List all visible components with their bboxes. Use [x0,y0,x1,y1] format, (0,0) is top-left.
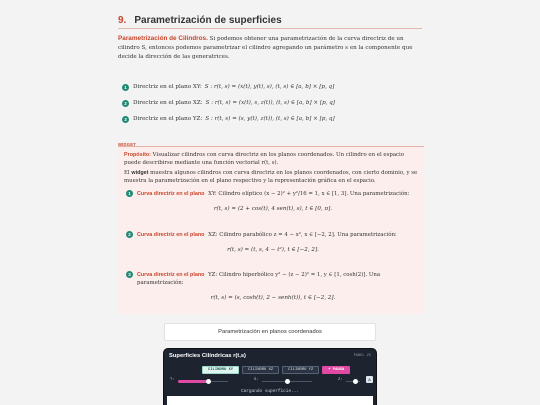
intro-text: Si podemos obtener una parametrización de la curva directriz de un cilindro S, entonces podemos parametrizar el cilindro agregando un parámetro s en la componente que decide la dirección de las generatrices. [118,36,413,60]
purpose-label: Propósito: [124,152,151,158]
item-expression: S : r(t, s) = (s, y(t), z(t)), (t, s) ∈ [a, b] × [p, q] [205,116,335,122]
desc-post: muestra algunos cilindros con curva directriz en los planos coordenados, con cierto dominio, y se muestra la parametrización en el plano respectivo y la representación gráfica en el espacio. [124,170,418,184]
item-label: Directriz en el plano XZ: [133,100,203,106]
cylinder-xy-button[interactable]: CILINDRO XY [202,366,239,374]
intro-lead: Parametrización de Cilindros. [118,35,208,42]
case-yz [126,271,420,301]
item-badge: 3 [122,116,129,123]
loading-status: Cargando superficie... [241,389,299,394]
panel-title: Superficies Cilíndricas r(t,s) [169,353,246,359]
widget-title-bar: Parametrización en planos coordenados [164,323,376,341]
list-item [122,98,422,108]
slider-row [170,378,372,385]
case-badge: 3 [126,271,133,278]
purpose-text: Visualizar cilindros con curva directriz en los planos coordenados. Un cilindro en el espacio puede describirse mediante una función vectorial r(t, s). [124,152,405,166]
slider-s-label: S: [254,378,259,382]
section-divider [118,28,422,29]
case-text: XY: Cilindro elíptico (x − 2)² + y²/16 = 1, x ∈ [1, 3]. Una parametrización: [206,191,410,197]
surface-canvas[interactable] [167,396,373,405]
case-xy [126,190,420,212]
pause-button[interactable]: + PAUSA [322,366,350,374]
item-badge: 2 [122,100,129,107]
panel-button-row [202,366,350,374]
widget-description [124,169,420,185]
slider-t-fill [178,380,208,383]
list-item [122,114,422,124]
item-label: Directriz en el plano YZ: [133,116,203,122]
case-formula: r(t, s) = (2 + cos(t), 4 sen(t), s), t ∈ [0, π]. [213,206,333,212]
intro-paragraph [118,34,426,62]
slider-t-handle[interactable] [206,379,211,384]
case-text: XZ: Cilindro parabólico z = 4 − x², x ∈ [−2, 2]. Una parametrización: [206,232,397,238]
case-formula: r(t, s) = (s, cosh(t), 2 − senh(t)), t ∈ [−2, 2]. [210,295,336,301]
slider-t-label: T: [170,378,175,382]
widget-panel [163,348,377,405]
widget-purpose [124,151,420,167]
section-header [118,12,418,28]
cylinder-xz-button[interactable]: CILINDRO XZ [242,366,279,374]
panel-toggle-box[interactable]: A [366,376,373,383]
case-xz [126,231,420,253]
item-badge: 1 [122,84,129,91]
item-expression: S : r(t, s) = (x(t), y(t), s), (t, s) ∈ [a, b] × [p, q] [204,84,335,90]
case-badge: 2 [126,231,133,238]
case-text: YZ: Cilindro hiperbólico y² − (z − 2)² = 1, y ∈ [1, cosh(2)]. Una parametrización: [137,272,381,286]
widget-label: WIDGET [118,142,136,147]
case-badge: 1 [126,190,133,197]
case-name: Curva directriz en el plano [137,232,205,238]
directrix-list [122,82,422,130]
desc-pre: El [124,170,132,176]
section-number: 9. [118,14,127,26]
case-name: Curva directriz en el plano [137,272,205,278]
slider-z-handle[interactable] [353,379,358,384]
slider-z-label: Z: [338,378,343,382]
desc-bold: widget [131,170,149,176]
slider-s-handle[interactable] [285,379,290,384]
panel-corner-label: PANEL 25 [353,354,371,358]
list-item [122,82,422,92]
item-expression: S : r(t, s) = (x(t), s, z(t)), (t, s) ∈ [a, b] × [p, q] [205,100,335,106]
case-formula: r(t, s) = (t, s, 4 − t²), t ∈ [−2, 2]. [227,247,319,253]
cylinder-yz-button[interactable]: CILINDRO YZ [282,366,319,374]
section-title: Parametrización de superficies [134,14,282,26]
case-name: Curva directriz en el plano [137,191,205,197]
item-label: Directriz en el plano XY: [133,84,202,90]
